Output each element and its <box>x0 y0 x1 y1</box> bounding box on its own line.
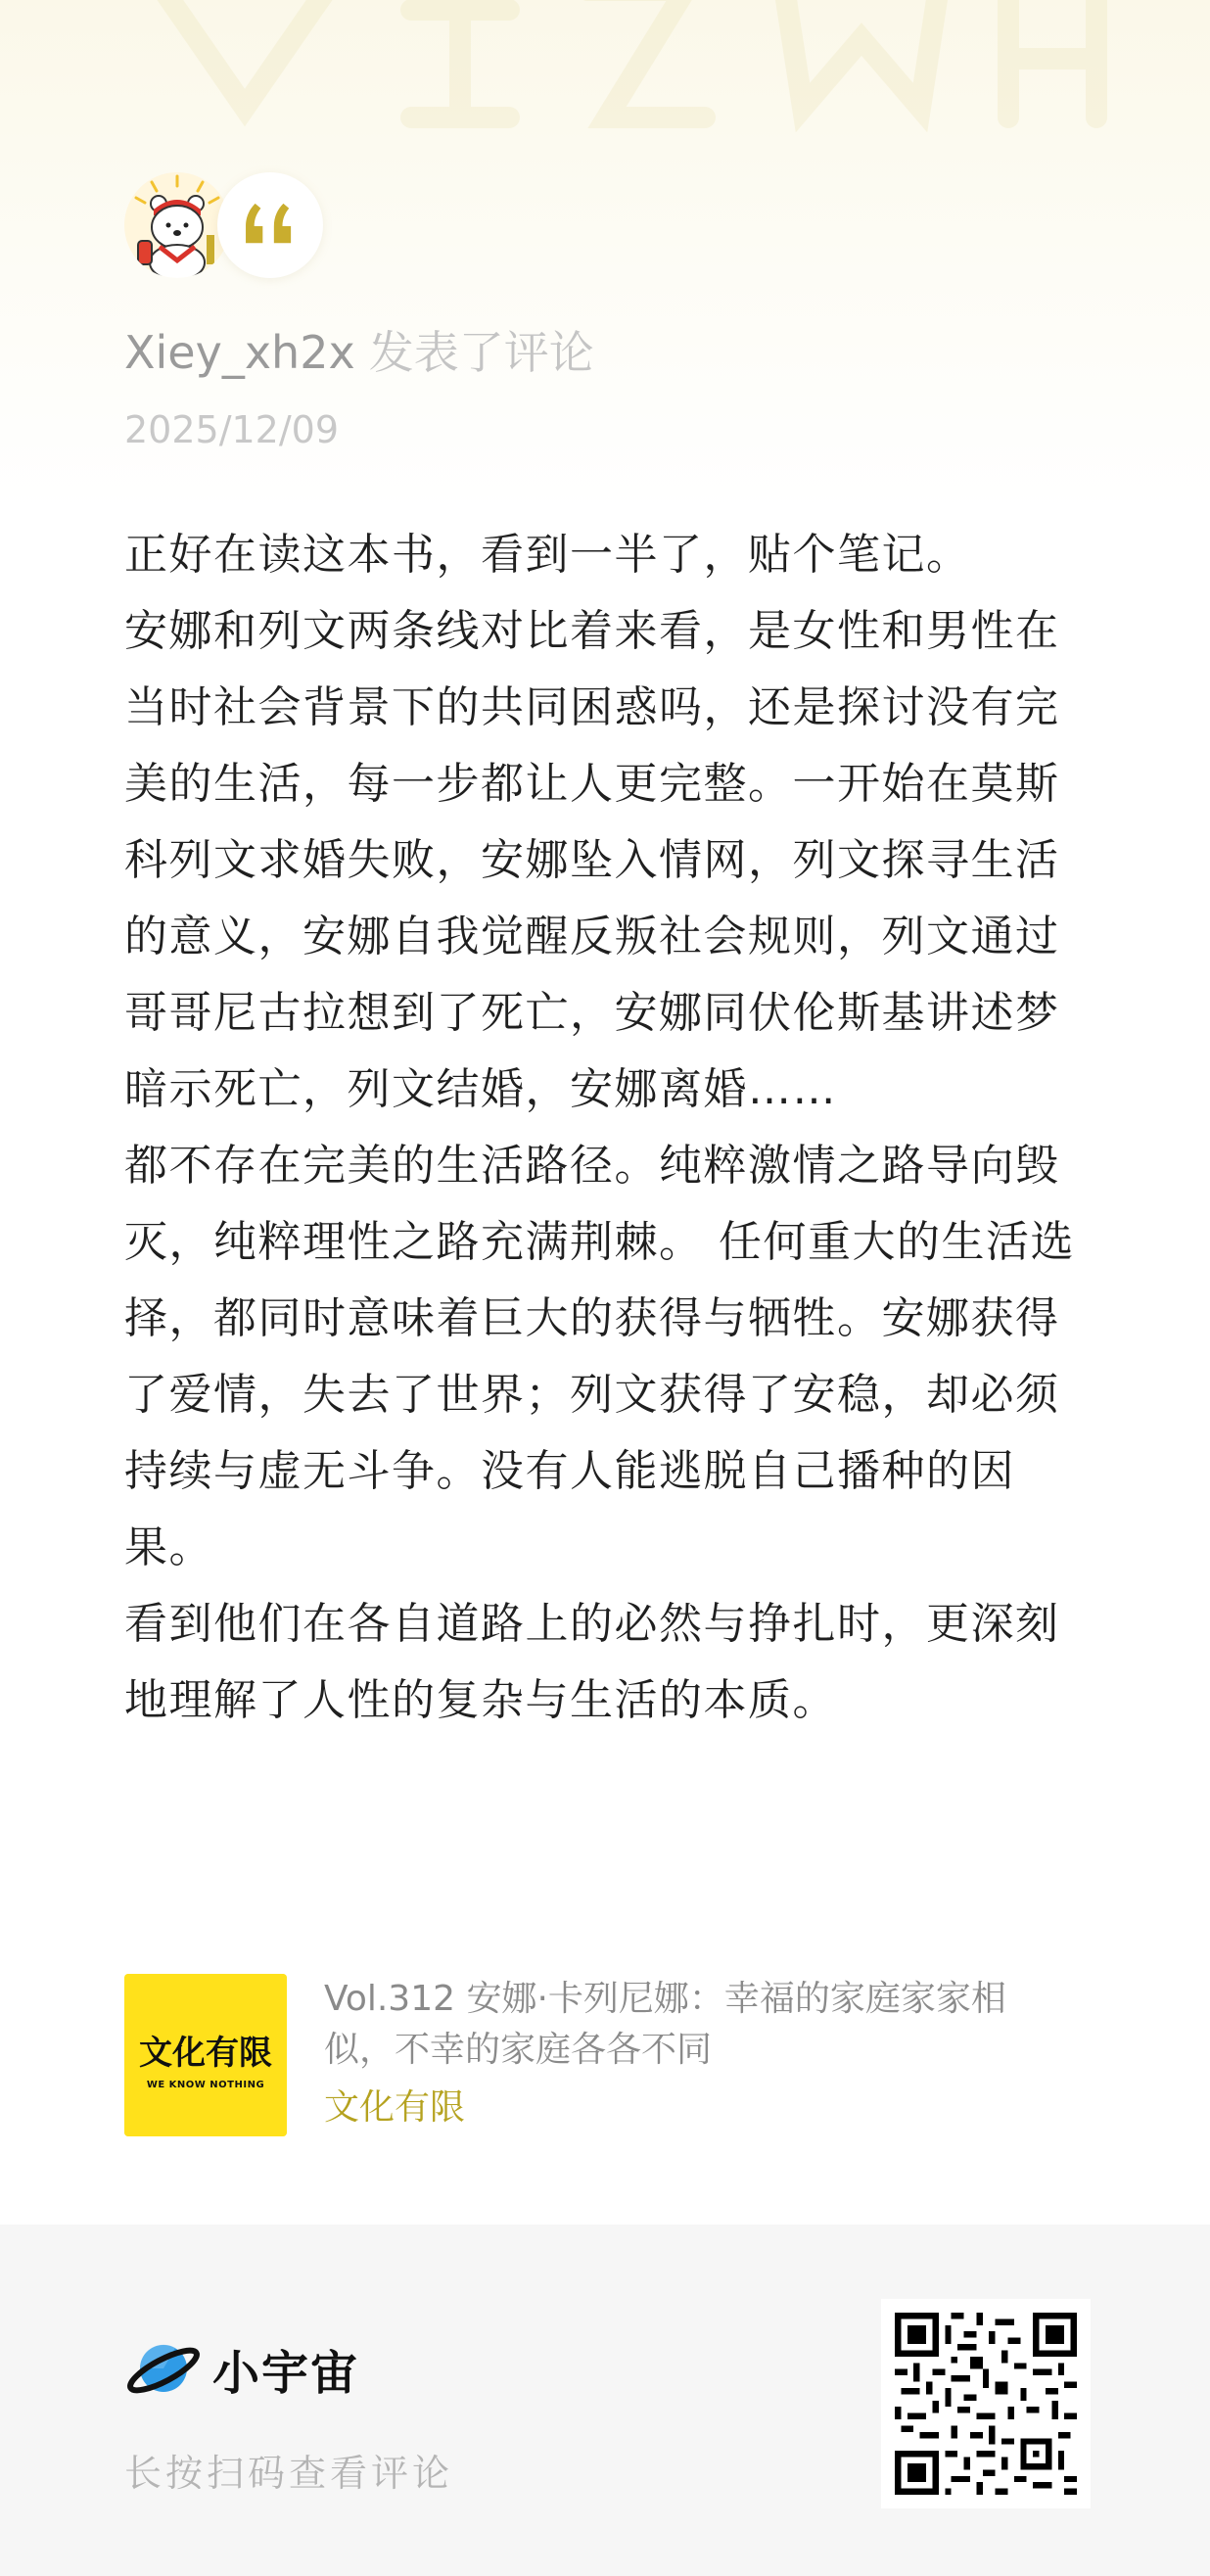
comment-paragraph: 看到他们在各自道路上的必然与挣扎时，更深刻地理解了人性的复杂与生活的本质。 <box>124 1599 1060 1725</box>
comment-body <box>124 517 1084 1739</box>
scan-hint: 长按扫码查看评论 <box>124 2452 454 2495</box>
comment-header <box>124 323 594 382</box>
quote-badge <box>217 172 323 278</box>
post-date: 2025/12/09 <box>124 408 340 451</box>
brand <box>124 2332 359 2405</box>
cover-title: 文化有限 <box>139 2034 272 2073</box>
episode-card[interactable] <box>124 1974 1084 2136</box>
qr-code[interactable] <box>881 2299 1091 2508</box>
planet-logo-icon <box>124 2334 203 2403</box>
user-avatar[interactable] <box>124 172 230 278</box>
brand-name: 小宇宙 <box>212 2345 360 2401</box>
comment-paragraph: 正好在读这本书，看到一半了，贴个笔记。 <box>124 530 971 580</box>
username[interactable]: Xiey_xh2x <box>124 326 355 379</box>
comment-paragraph: 都不存在完美的生活路径。纯粹激情之路导向毁灭，纯粹理性之路充满荆棘。 任何重大的生活选择，都同时意味着巨大的获得与牺牲。安娜获得了爱情，失去了世界；列文获得了安稳，却必须持续与虚无斗争。没有人能逃脱自己播种的因果。 <box>124 1141 1075 1572</box>
polar-bear-avatar-icon <box>124 172 230 278</box>
podcast-name[interactable]: 文化有限 <box>324 2087 466 2128</box>
qr-code-image <box>895 2313 1077 2495</box>
podcast-cover <box>124 1974 287 2136</box>
quote-icon <box>242 202 299 249</box>
footer <box>0 2225 1210 2576</box>
comment-paragraph: 安娜和列文两条线对比着来看，是女性和男性在当时社会背景下的共同困惑吗，还是探讨没有完美的生活，每一步都让人更完整。一开始在莫斯科列文求婚失败，安娜坠入情网，列文探寻生活的意义，安娜自我觉醒反叛社会规则，列文通过哥哥尼古拉想到了死亡，安娜同伏伦斯基讲述梦暗示死亡，列文结婚，安娜离婚…… <box>124 606 1060 1114</box>
action-text: 发表了评论 <box>368 326 594 379</box>
episode-title[interactable]: Vol.312 安娜·卡列尼娜：幸福的家庭家家相似，不幸的家庭各各不同 <box>324 1979 1006 2070</box>
cover-subtitle: WE KNOW NOTHING <box>146 2080 265 2090</box>
watermark-decoration <box>0 0 1210 137</box>
